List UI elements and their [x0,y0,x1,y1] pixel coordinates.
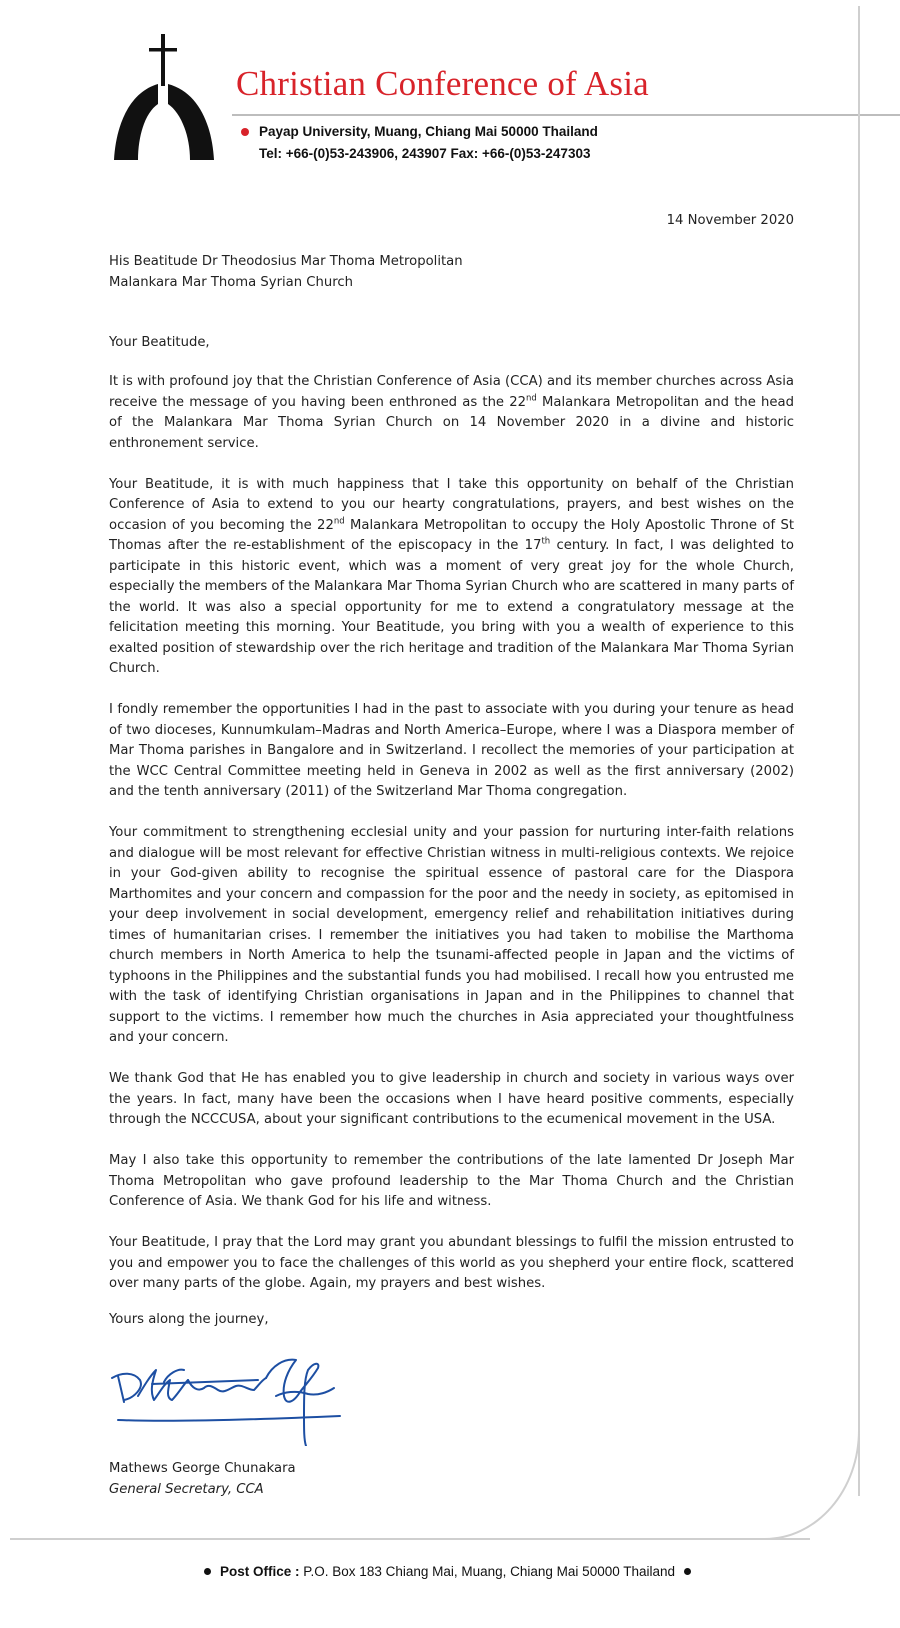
header-rule [232,114,900,116]
footer-label: Post Office : [220,1564,300,1579]
footer-bullet-icon [684,1568,691,1575]
organization-contact: Tel: +66-(0)53-243906, 243907 Fax: +66-(0)53-247303 [259,146,591,161]
footer [204,1564,691,1579]
paragraph-2: Your Beatitude, it is with much happiness that I take this opportunity on behalf of the Christian Conference of Asia to extend to you our hearty congratulations, prayers, and best wishes on the occasion of you becoming the 22nd Malankara Metropolitan to occupy the Holy Apostolic Throne of St Thomas after the re-establishment of the episcopacy in the 17th century. In fact, I was delighted to participate in this historic event, which was a moment of very great joy for the whole Church, especially the members of the Malankara Mar Thoma Syrian Church who are scattered in many parts of the world. It was also a special opportunity for me to extend a congratulatory message at the felicitation meeting this morning. Your Beatitude, you bring with you a wealth of experience to this exalted position of stewardship over the rich heritage and tradition of the Malankara Mar Thoma Syrian Church. [109,476,795,676]
organization-address: Payap University, Muang, Chiang Mai 50000 Thailand [259,124,598,139]
paragraph-4: Your commitment to strengthening ecclesial unity and your passion for nurturing inter-faith relations and dialogue will be most relevant for effective Christian witness in multi-religious contexts. We rejoice in your God-given ability to recognise the spiritual essence of pastoral care for the Diaspora Marthomites and your concern and compassion for the poor and the needy in society, as epitomised in your deep involvement in social development, emergency relief and rehabilitation initiatives during times of humanitarian crises. I remember the initiatives you had taken to mobilise the Marthoma church members in North America to help the tsunami-affected people in Japan and the victims of typhoons in the Philippines and the substantial funds you had mobilised. I recall how you entrusted me with the task of identifying Christian organisations in Japan and in the Philippines to channel that support to the victims. I remember how much the churches in Asia appreciated your thoughtfulness and your concern. [109,825,794,1045]
footer-address: P.O. Box 183 Chiang Mai, Muang, Chiang Mai 50000 Thailand [303,1564,676,1579]
page-edge-corner [760,1430,860,1540]
address-bullet [241,128,249,136]
page-edge-right [858,6,860,1496]
salutation: Your Beatitude, [109,335,210,350]
recipient-church: Malankara Mar Thoma Syrian Church [109,274,353,290]
paragraph-5: We thank God that He has enabled you to give leadership in church and society in various ways over the years. In fact, many have been the occasions when I have heard positive comments, especially through the NCCCUSA, about your significant contributions to the ecumenical movement in the USA. [109,1071,794,1127]
footer-bullet-icon [204,1568,211,1575]
paragraph-6: May I also take this opportunity to remember the contributions of the late lamented Dr Joseph Mar Thoma Metropolitan who gave profound leadership to the Mar Thoma Church and the Christian Conference of Asia. We thank God for his life and witness. [109,1153,794,1209]
recipient-block [109,252,463,293]
handwritten-signature [108,1356,344,1446]
cca-logo-icon [112,34,216,168]
signer-title: General Secretary, CCA [109,1482,264,1497]
letter-body [109,372,794,1315]
paragraph-3: I fondly remember the opportunities I had in the past to associate with you during your tenure as head of two dioceses, Kunnumkulam–Madras and North America–Europe, where I was a Diaspora member of Mar Thoma parishes in Bangalore and in Switzerland. I recollect the memories of your participation at the WCC Central Committee meeting held in Geneva in 2002 as well as the first anniversary (2002) and the tenth anniversary (2011) of the Switzerland Mar Thoma congregation. [109,702,794,799]
organization-name: Christian Conference of Asia [236,64,649,103]
recipient-name: His Beatitude Dr Theodosius Mar Thoma Metropolitan [109,254,463,269]
paragraph-7: Your Beatitude, I pray that the Lord may grant you abundant blessings to fulfil the mission entrusted to you and empower you to face the challenges of this world as you shepherd your entire flock, scattered over many parts of the globe. Again, my prayers and best wishes. [109,1235,794,1291]
signer-name: Mathews George Chunakara [109,1461,296,1476]
letter-date: 14 November 2020 [666,213,794,228]
closing: Yours along the journey, [109,1312,269,1327]
paragraph-1: It is with profound joy that the Christian Conference of Asia (CCA) and its member churches across Asia receive the message of you having been enthroned as the 22nd Malankara Metropolitan and the head of the Malankara Mar Thoma Syrian Church on 14 November 2020 in a divine and historic enthronement service. [109,374,794,451]
page-edge-bottom [10,1538,810,1540]
